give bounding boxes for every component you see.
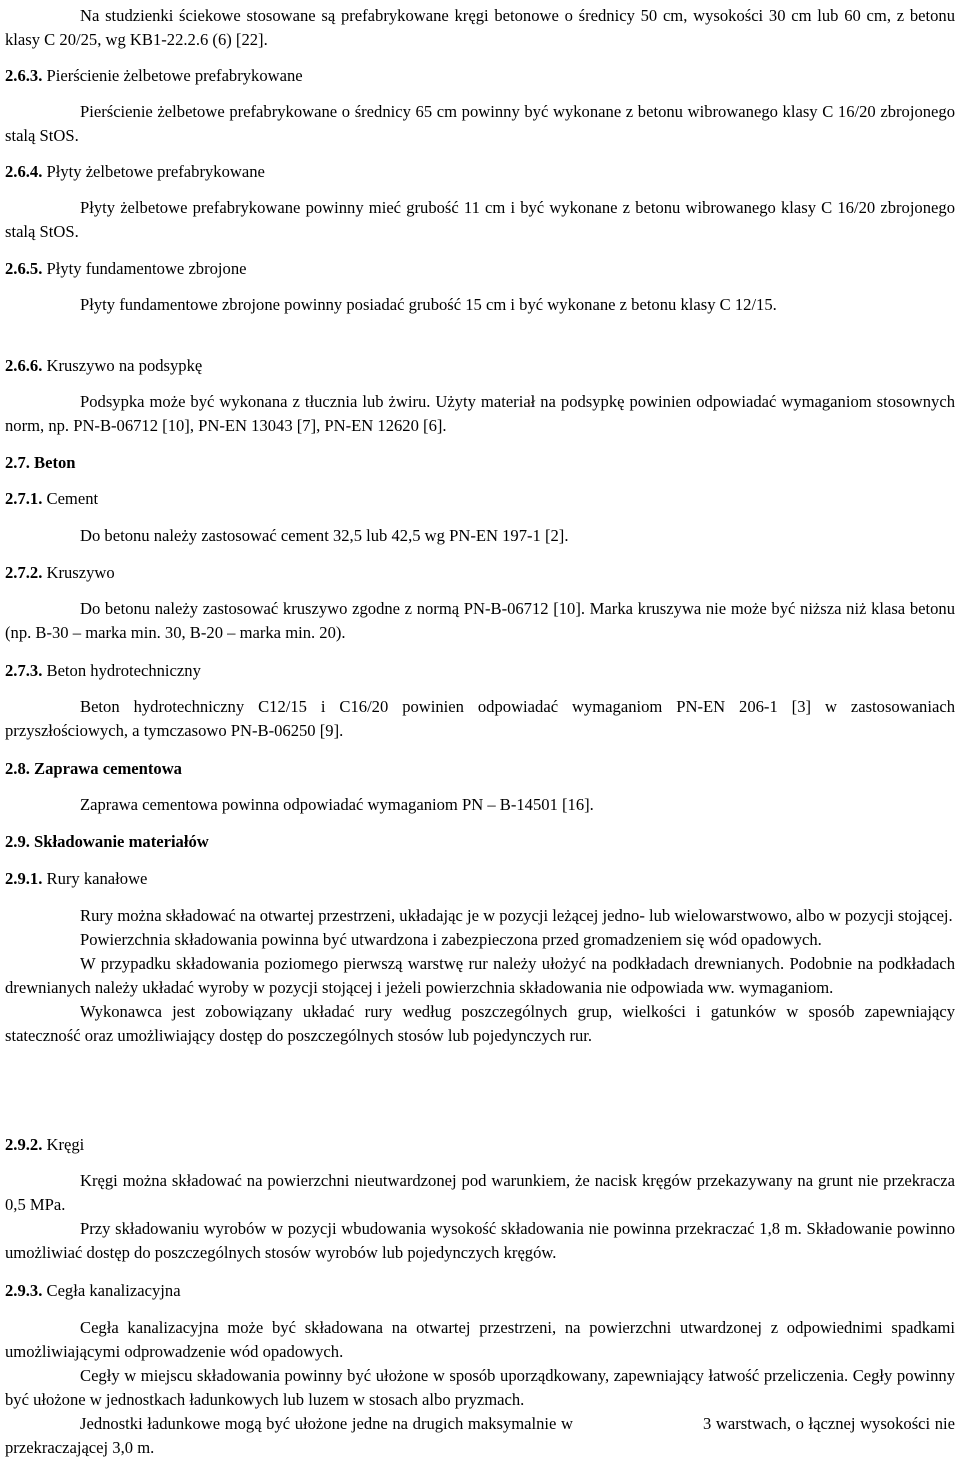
paragraph-2-6-4: Płyty żelbetowe prefabrykowane powinny mieć grubość 11 cm i być wykonane z betonu wibrowanego klasy C 16/20 zbrojonego stalą StOS. xyxy=(5,198,955,241)
section-title: Cement xyxy=(46,489,99,508)
heading-2-9 xyxy=(5,830,955,854)
paragraph-2-9-3-a: Cegła kanalizacyjna może być składowana na otwartej przestrzeni, na powierzchni utwardzonej z odpowiednimi spadkami umożliwiającymi odprowadzenie wód opadowych. xyxy=(5,1318,955,1361)
paragraph-2-9-3-b: Cegły w miejscu składowania powinny być ułożone w sposób uporządkowany, zapewniający łatwość przeliczenia. Cegły powinny być ułożone w jednostkach ładunkowych lub luzem w stosach albo pryzmach. xyxy=(5,1366,955,1409)
section-title: Zaprawa cementowa xyxy=(34,759,182,778)
section-title: Beton xyxy=(34,453,76,472)
paragraph-2-7-3: Beton hydrotechniczny C12/15 i C16/20 powinien odpowiadać wymaganiom PN-EN 206-1 [3] w zastosowaniach przyszłościowych, a tymczasowo PN-B-06250 [9]. xyxy=(5,697,955,740)
paragraph-2-9-3-c-part1: Jednostki ładunkowe mogą być ułożone jedne na drugich maksymalnie w xyxy=(80,1414,573,1433)
paragraph-2-9-3-c-part2: 3 warstwach, o łącznej wysokości nie przekraczającej 3,0 m. xyxy=(5,1414,956,1457)
section-number: 2.9.3. xyxy=(5,1281,43,1300)
heading-2-6-4 xyxy=(5,160,955,184)
paragraph-2-9-1-b: Powierzchnia składowania powinna być utwardzona i zabezpieczona przed gromadzeniem się wód opadowych. xyxy=(80,930,822,949)
heading-2-8 xyxy=(5,757,955,781)
section-2-9-1-body xyxy=(5,904,955,1048)
section-number: 2.9. xyxy=(5,832,30,851)
paragraph-2-6-5: Płyty fundamentowe zbrojone powinny posiadać grubość 15 cm i być wykonane z betonu klasy C 12/15. xyxy=(80,295,777,314)
paragraph-2-9-1-c: W przypadku składowania poziomego pierwszą warstwę rur należy ułożyć na podkładach drewnianych. Podobnie na podkładach drewnianych należy układać wyroby w pozycji stojącej i jeżeli powierzchnia składowania nie odpowiada ww. wymaganiom. xyxy=(5,954,955,997)
section-number: 2.7. xyxy=(5,453,30,472)
heading-2-9-1 xyxy=(5,867,955,891)
section-number: 2.8. xyxy=(5,759,30,778)
section-number: 2.9.2. xyxy=(5,1135,43,1154)
paragraph-2-9-1-a: Rury można składować na otwartej przestrzeni, układając je w pozycji leżącej jedno- lub wielowarstwowo, albo w pozycji stojącej. xyxy=(80,906,953,925)
section-number: 2.6.6. xyxy=(5,356,43,375)
intro-paragraph: Na studzienki ściekowe stosowane są prefabrykowane kręgi betonowe o średnicy 50 cm, wysokości 30 cm lub 60 cm, z betonu klasy C 20/25, wg KB1-22.2.6 (6) [22]. xyxy=(5,6,955,49)
paragraph-2-9-2-b: Przy składowaniu wyrobów w pozycji wbudowania wysokość składowania nie powinna przekraczać 1,8 m. Składowanie powinno umożliwiać dostęp do poszczególnych stosów wyrobów lub pojedynczych kręgów. xyxy=(5,1219,955,1262)
section-2-9-2-body xyxy=(5,1169,955,1265)
section-title: Rury kanałowe xyxy=(46,869,148,888)
heading-2-9-2 xyxy=(5,1133,955,1157)
heading-2-6-6 xyxy=(5,354,955,378)
paragraph-2-9-1-d: Wykonawca jest zobowiązany układać rury według poszczególnych grup, wielkości i gatunków w sposób zapewniający stateczność oraz umożliwiający dostęp do poszczególnych stosów lub pojedynczych rur. xyxy=(5,1002,955,1045)
heading-2-7-1 xyxy=(5,487,955,511)
section-title: Składowanie materiałów xyxy=(34,832,209,851)
section-number: 2.6.4. xyxy=(5,162,43,181)
section-title: Beton hydrotechniczny xyxy=(46,661,201,680)
section-number: 2.7.2. xyxy=(5,563,43,582)
section-number: 2.6.3. xyxy=(5,66,43,85)
heading-2-6-5 xyxy=(5,257,955,281)
section-number: 2.6.5. xyxy=(5,259,43,278)
paragraph-2-8: Zaprawa cementowa powinna odpowiadać wymaganiom PN – B-14501 [16]. xyxy=(80,795,594,814)
section-title: Cegła kanalizacyjna xyxy=(46,1281,181,1300)
section-2-9-3-body xyxy=(5,1316,955,1460)
section-title: Kręgi xyxy=(46,1135,85,1154)
heading-2-7-3 xyxy=(5,659,955,683)
paragraph-2-6-6: Podsypka może być wykonana z tłucznia lub żwiru. Użyty materiał na podsypkę powinien odpowiadać wymaganiom stosownych norm, np. PN-B-06712 [10], PN-EN 13043 [7], PN-EN 12620 [6]. xyxy=(5,392,955,435)
heading-2-7 xyxy=(5,451,955,475)
section-title: Płyty fundamentowe zbrojone xyxy=(46,259,247,278)
paragraph-2-6-3: Pierścienie żelbetowe prefabrykowane o średnicy 65 cm powinny być wykonane z betonu wibrowanego klasy C 16/20 zbrojonego stalą StOS. xyxy=(5,102,955,145)
paragraph-2-9-2-a: Kręgi można składować na powierzchni nieutwardzonej pod warunkiem, że nacisk kręgów przekazywany na grunt nie przekracza 0,5 MPa. xyxy=(5,1171,955,1214)
heading-2-7-2 xyxy=(5,561,955,585)
section-number: 2.7.1. xyxy=(5,489,43,508)
section-number: 2.9.1. xyxy=(5,869,43,888)
section-title: Pierścienie żelbetowe prefabrykowane xyxy=(46,66,303,85)
section-title: Płyty żelbetowe prefabrykowane xyxy=(46,162,265,181)
heading-2-9-3 xyxy=(5,1279,955,1303)
section-number: 2.7.3. xyxy=(5,661,43,680)
section-title: Kruszywo xyxy=(46,563,115,582)
paragraph-2-9-3-c xyxy=(5,1412,955,1460)
heading-2-6-3 xyxy=(5,64,955,88)
section-title: Kruszywo na podsypkę xyxy=(46,356,203,375)
paragraph-2-7-1: Do betonu należy zastosować cement 32,5 lub 42,5 wg PN-EN 197-1 [2]. xyxy=(80,526,569,545)
paragraph-2-7-2: Do betonu należy zastosować kruszywo zgodne z normą PN-B-06712 [10]. Marka kruszywa nie może być niższa niż klasa betonu (np. B-30 – marka min. 30, B-20 – marka min. 20). xyxy=(5,599,955,642)
